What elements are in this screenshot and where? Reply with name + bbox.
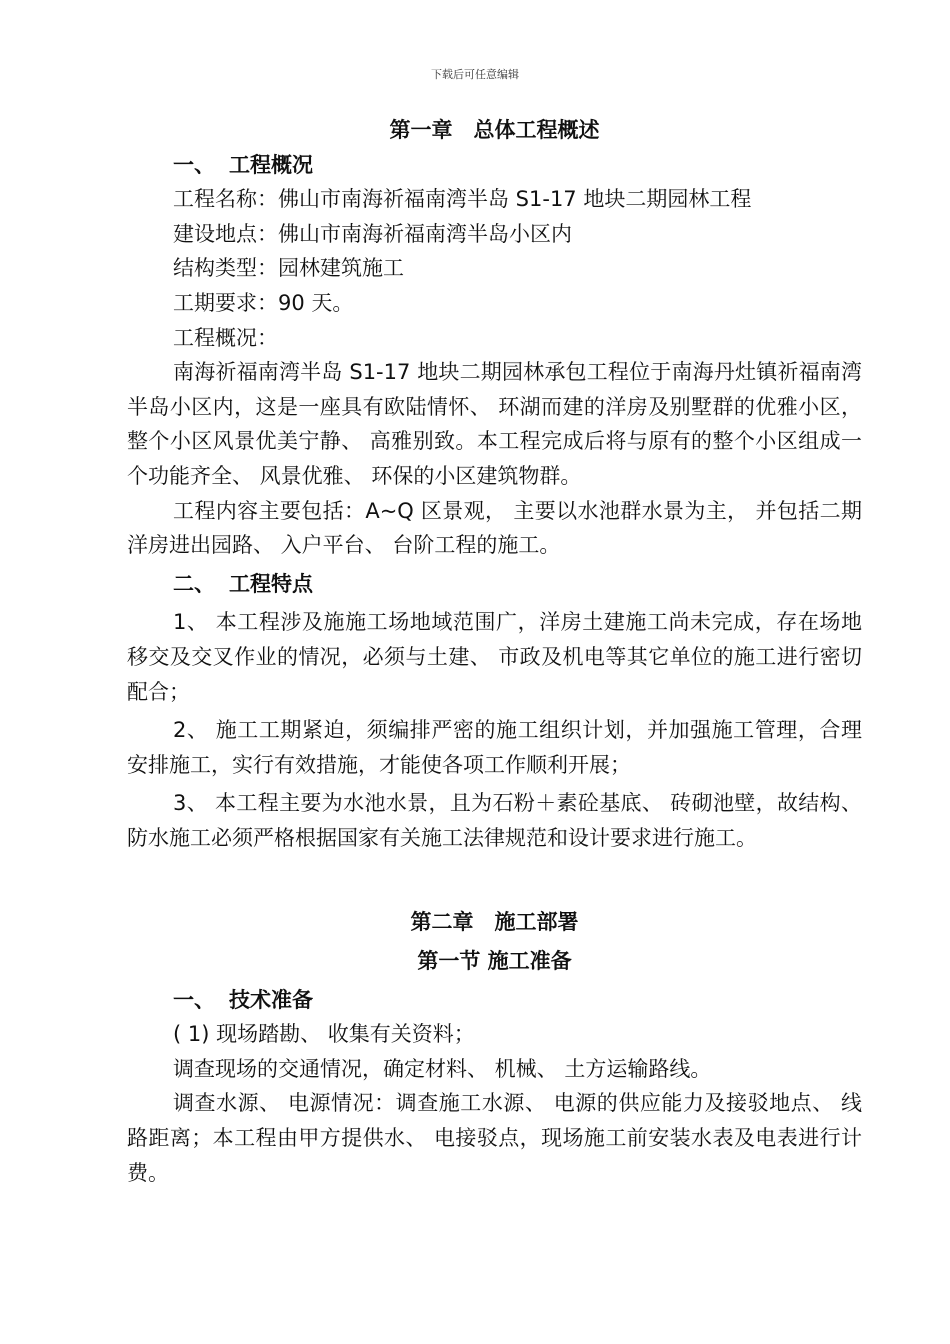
section-number: 二、 <box>173 571 215 596</box>
field-duration: 工期要求：90 天。 <box>173 290 354 315</box>
tech-prep-paragraph: 调查水源、 电源情况：调查施工水源、 电源的供应能力及接驳地点、 线路距离；本工程由甲方提供水、 电接驳点，现场施工前安装水表及电表进行计费。 <box>127 1091 862 1185</box>
spacer <box>127 855 862 905</box>
section-number: 一、 <box>173 152 215 177</box>
section-title: 工程特点 <box>229 571 313 596</box>
section-heading <box>127 148 862 183</box>
document-body <box>127 113 862 1190</box>
overview-paragraph: 南海祈福南湾半岛 S1-17 地块二期园林承包工程位于南海丹灶镇祈福南湾半岛小区内，这是一座具有欧陆情怀、 环湖而建的洋房及别墅群的优雅小区，整个小区风景优美宁静、 高雅别致。本工程完成后将与原有的整个小区组成一个功能齐全、 风景优雅、 环保的小区建筑物群。 <box>127 360 862 488</box>
field-overview-label: 工程概况： <box>173 325 278 350</box>
feature-item: 3、 本工程主要为水池水景，且为石粉＋素砼基底、 砖砌池壁，故结构、 防水施工必须严格根据国家有关施工法律规范和设计要求进行施工。 <box>127 791 862 850</box>
section-heading <box>127 983 862 1018</box>
scope-paragraph: 工程内容主要包括：A~Q 区景观， 主要以水池群水景为主， 并包括二期洋房进出园路、 入户平台、 台阶工程的施工。 <box>127 498 862 558</box>
header-note: 下载后可任意编辑 <box>431 68 519 81</box>
field-project-name: 工程名称：佛山市南海祈福南湾半岛 S1-17 地块二期园林工程 <box>173 187 752 212</box>
field-location: 建设地点：佛山市南海祈福南湾半岛小区内 <box>173 221 572 246</box>
feature-item: 1、 本工程涉及施施工场地域范围广，洋房土建施工尚未完成，存在场地移交及交叉作业的情况，必须与土建、 市政及机电等其它单位的施工进行密切配合； <box>127 610 862 704</box>
chapter2-title: 第二章 施工部署 <box>410 910 579 935</box>
field-structure-type: 结构类型：园林建筑施工 <box>173 256 404 281</box>
chapter2-subtitle: 第一节 施工准备 <box>417 949 572 974</box>
section-title: 工程概况 <box>229 152 313 177</box>
section-title: 技术准备 <box>229 987 313 1012</box>
section-number: 一、 <box>173 987 215 1012</box>
tech-prep-line: 调查现场的交通情况，确定材料、 机械、 土方运输路线。 <box>173 1056 712 1081</box>
chapter1-title: 第一章 总体工程概述 <box>389 118 600 142</box>
feature-item: 2、 施工工期紧迫，须编排严密的施工组织计划，并加强施工管理，合理安排施工，实行有效措施，才能使各项工作顺利开展； <box>127 718 862 777</box>
tech-prep-line: ( 1) 现场踏勘、 收集有关资料； <box>173 1022 475 1047</box>
section-heading <box>127 567 862 602</box>
